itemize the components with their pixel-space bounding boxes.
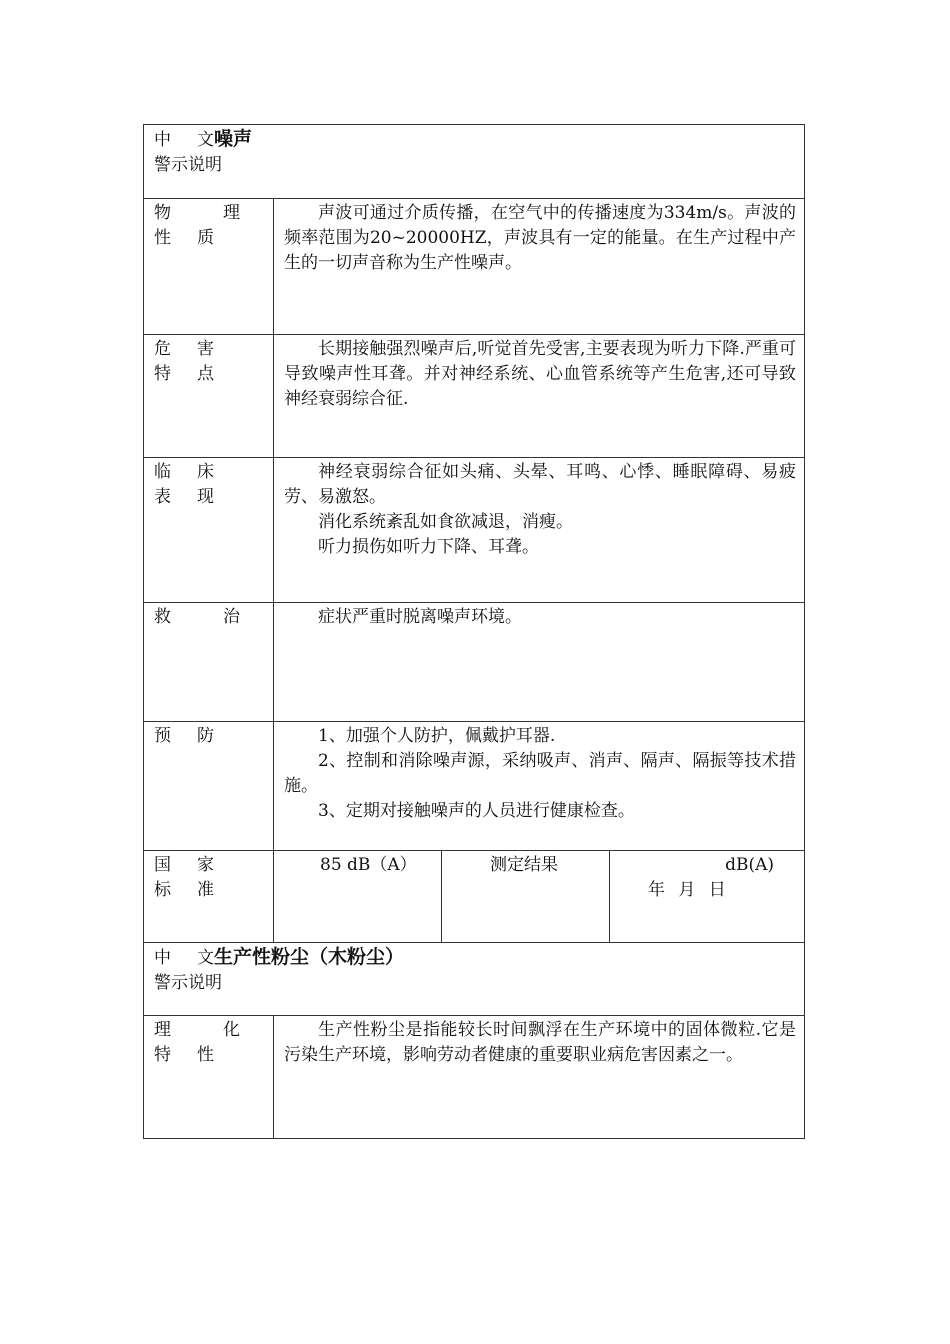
clinical-label: 临 床 表 现: [144, 458, 274, 603]
result-unit: dB(A): [725, 855, 775, 875]
dust-title: 生产性粉尘（木粉尘）: [214, 946, 405, 968]
standard-label: 国 家 标 准: [144, 851, 274, 943]
warning-table: [143, 124, 805, 1139]
noise-title: 噪声: [214, 128, 253, 150]
treatment-text: 症状严重时脱离噪声环境。: [274, 603, 805, 722]
noise-title-row: [144, 125, 805, 199]
result-cell: [610, 851, 805, 943]
prevention-text: 1、加强个人防护，佩戴护耳器. 2、控制和消除噪声源，采纳吸声、消声、隔声、隔振等技术措施。 3、定期对接触噪声的人员进行健康检查。: [274, 722, 805, 851]
dust-physical-text: 生产性粉尘是指能较长时间飘浮在生产环境中的固体微粒.它是污染生产环境，影响劳动者健康的重要职业病危害因素之一。: [274, 1016, 805, 1139]
noise-physical-row: [144, 199, 805, 335]
treatment-label: 救 治: [144, 603, 274, 722]
noise-subtitle: 警示说明: [154, 155, 222, 175]
title-prefix: 中 文: [154, 130, 214, 150]
dust-subtitle: 警示说明: [154, 973, 222, 993]
dust-physical-label: 理 化 特 性: [144, 1016, 274, 1139]
standard-value: 85 dB（A）: [274, 851, 442, 943]
prevention-label: 预 防: [144, 722, 274, 851]
noise-standard-row: [144, 851, 805, 943]
noise-hazard-row: [144, 335, 805, 458]
noise-treatment-row: [144, 603, 805, 722]
noise-clinical-row: [144, 458, 805, 603]
dust-title-row: [144, 943, 805, 1016]
physical-text: 声波可通过介质传播，在空气中的传播速度为334m/s。声波的频率范围为20~20000HZ，声波具有一定的能量。在生产过程中产生的一切声音称为生产性噪声。: [274, 199, 805, 335]
title-prefix: 中 文: [154, 948, 214, 968]
dust-physical-row: [144, 1016, 805, 1139]
noise-title-cell: [144, 125, 805, 199]
physical-label: 物 理 性 质: [144, 199, 274, 335]
noise-prevention-row: [144, 722, 805, 851]
result-label: 测定结果: [442, 851, 610, 943]
dust-title-cell: [144, 943, 805, 1016]
result-date: 年 月 日: [648, 880, 726, 900]
clinical-text: 神经衰弱综合征如头痛、头晕、耳鸣、心悸、睡眠障碍、易疲劳、易激怒。 消化系统紊乱如食欲减退，消瘦。 听力损伤如听力下降、耳聋。: [274, 458, 805, 603]
hazard-label: 危 害 特 点: [144, 335, 274, 458]
document: [143, 124, 804, 1139]
hazard-text: 长期接触强烈噪声后,听觉首先受害,主要表现为听力下降.严重可导致噪声性耳聋。并对神经系统、心血管系统等产生危害,还可导致神经衰弱综合征.: [274, 335, 805, 458]
